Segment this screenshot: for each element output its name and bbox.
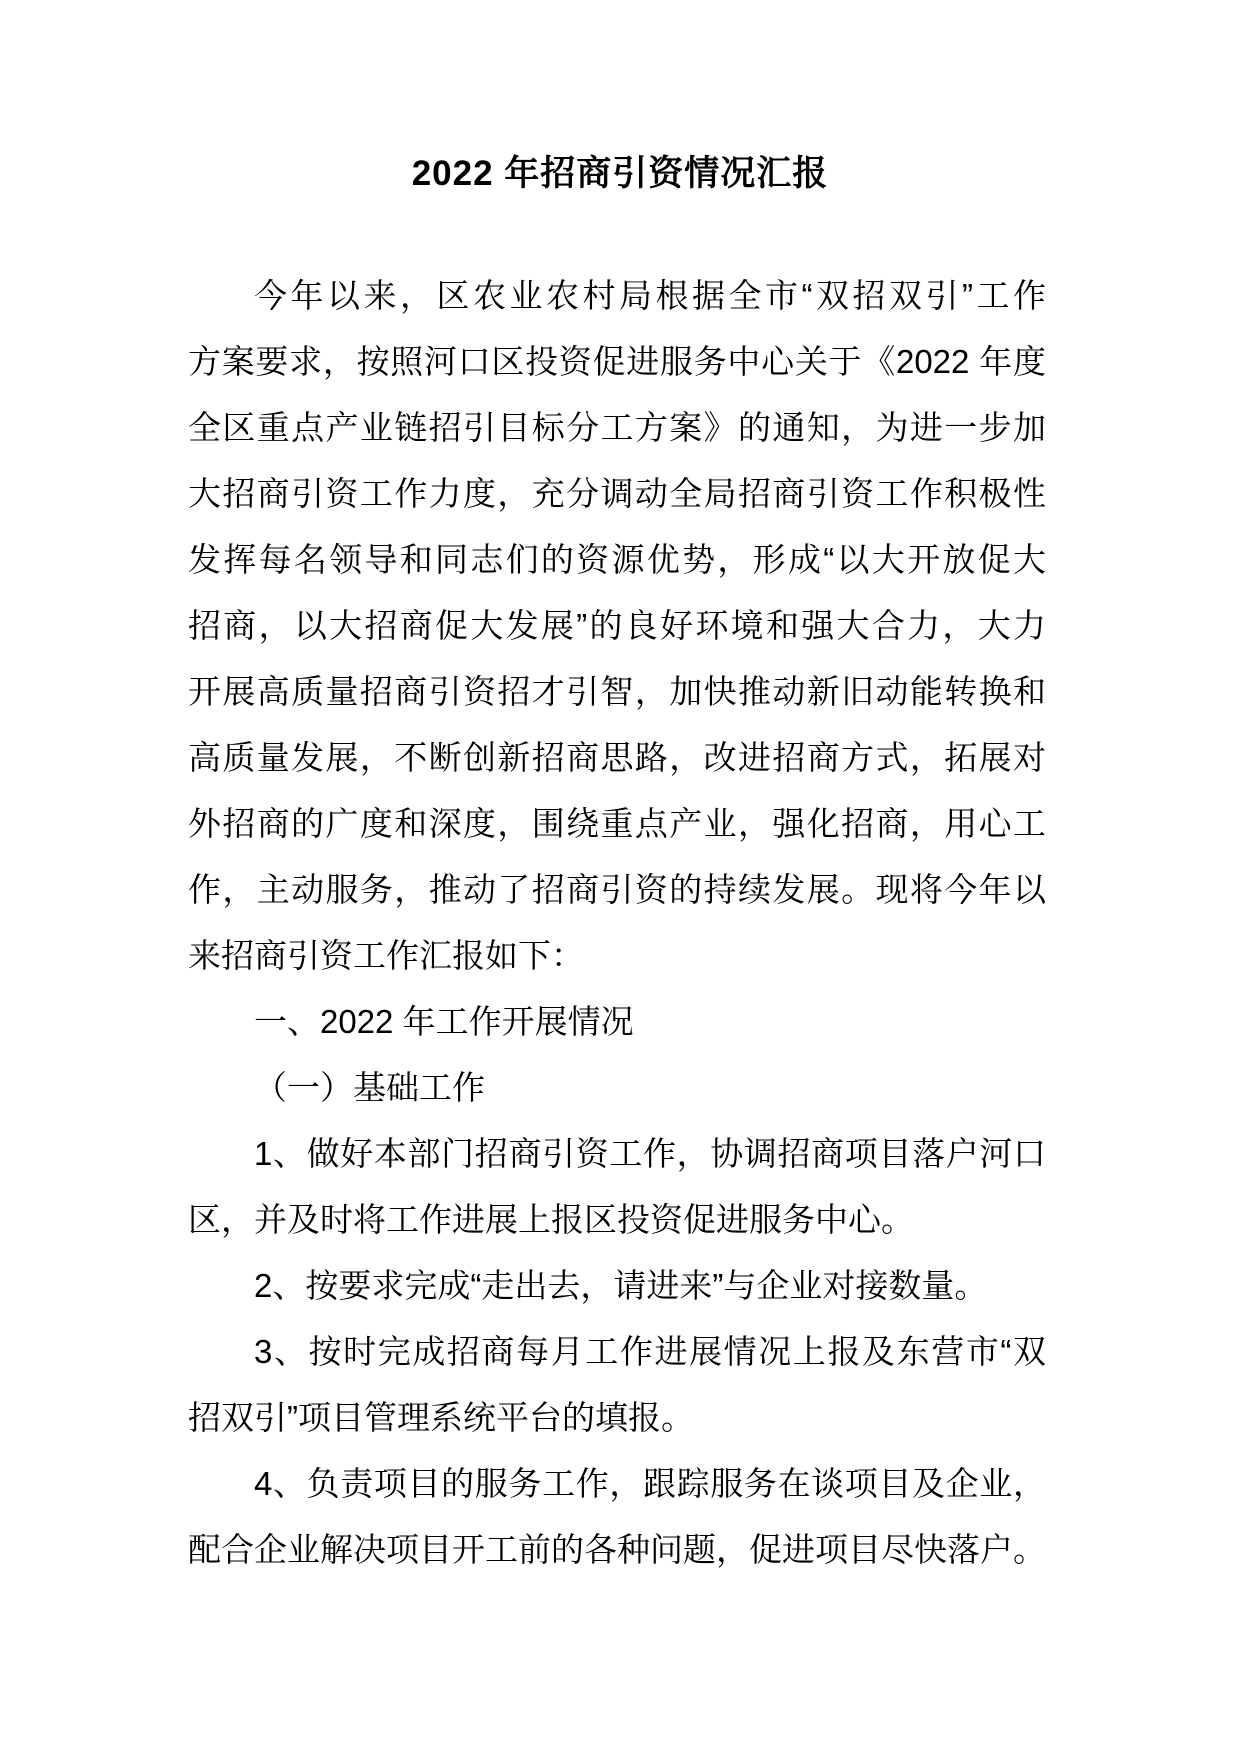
text-line: 2、按要求完成“走出去，请进来”与企业对接数量。 — [254, 1267, 988, 1304]
text-line: 3、按时完成招商每月工作进展情况上报及东营市“双 — [254, 1333, 1046, 1370]
text-line: 开展高质量招商引资招才引智，加快推动新旧动能转换和 — [188, 673, 1046, 710]
text-line: 大招商引资工作力度，充分调动全局招商引资工作积极性 — [188, 475, 1046, 512]
text-line: 一、2022 年工作开展情况 — [254, 1003, 634, 1040]
text-line: 外招商的广度和深度，围绕重点产业，强化招商，用心工 — [188, 805, 1046, 842]
document-title: 2022 年招商引资情况汇报 — [411, 154, 829, 193]
text-line: 区，并及时将工作进展上报区投资促进服务中心。 — [188, 1201, 914, 1238]
text-line: 今年以来，区农业农村局根据全市“双招双引”工作 — [254, 277, 1046, 314]
text-line: 全区重点产业链招引目标分工方案》的通知，为进一步加 — [188, 409, 1046, 446]
text-line: 作，主动服务，推动了招商引资的持续发展。现将今年以 — [188, 871, 1046, 908]
text-line: 高质量发展，不断创新招商思路，改进招商方式，拓展对 — [188, 739, 1046, 776]
text-line: 来招商引资工作汇报如下： — [188, 937, 584, 974]
document-body — [188, 263, 1046, 1583]
text-line: 1、做好本部门招商引资工作，协调招商项目落户河口 — [254, 1135, 1046, 1172]
text-line: （一）基础工作 — [254, 1069, 485, 1106]
text-line: 招商，以大招商促大发展”的良好环境和强大合力，大力 — [188, 607, 1046, 644]
text-line: 4、负责项目的服务工作，跟踪服务在谈项目及企业， — [254, 1465, 1046, 1502]
text-line: 招双引”项目管理系统平台的填报。 — [188, 1399, 694, 1436]
text-line: 方案要求，按照河口区投资促进服务中心关于《2022 年度 — [188, 343, 1046, 380]
text-line: 配合企业解决项目开工前的各种问题，促进项目尽快落户。 — [188, 1531, 1046, 1568]
text-line: 发挥每名领导和同志们的资源优势，形成“以大开放促大 — [188, 541, 1046, 578]
